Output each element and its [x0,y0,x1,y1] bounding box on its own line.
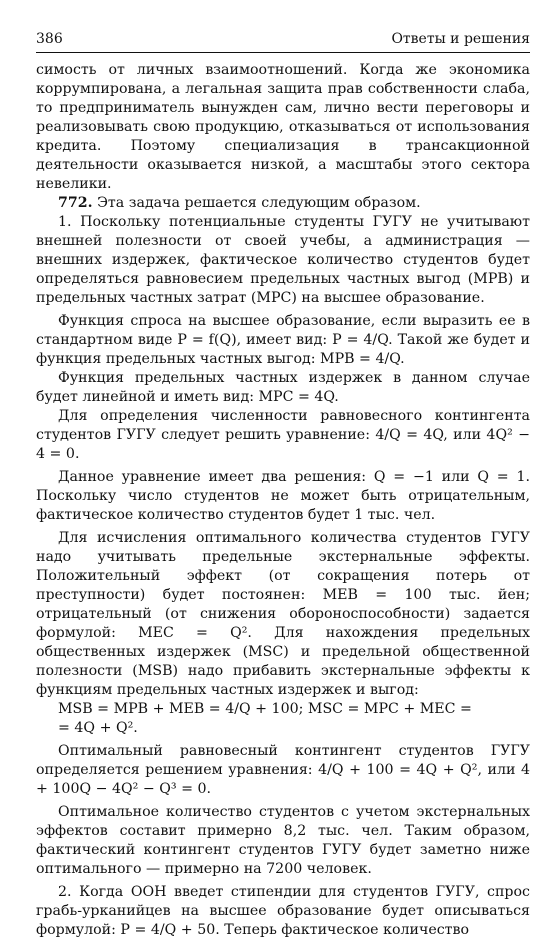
task-paragraph [36,194,530,213]
page-body [36,61,530,940]
task-number: 772. [58,195,93,211]
paragraph: 2. Когда ООН введет стипендии для студентов ГУГУ, спрос грабь-урканийцев на высшее образование будет описываться формулой: P = 4/Q + 50. Теперь фактическое количество [36,884,530,938]
paragraph: симость от личных взаимоотношений. Когда же экономика коррумпирована, а легальная защита прав собственности слаба, то предприниматель вынужден сам, лично вести переговоры и реализовывать свою продукцию, отказываться от использования кредита. Поэтому специализация в трансакционной деятельности оказывается низкой, а масштабы этого сектора невелики. [36,62,530,192]
paragraph: Функция предельных частных издержек в данном случае будет линейной и иметь вид: MPC = 4Q. [36,370,530,405]
paragraph: Данное уравнение имеет два решения: Q = −1 или Q = 1. Поскольку число студентов не может быть отрицательным, фактическое количество студентов будет 1 тыс. чел. [36,469,530,523]
formula-line: = 4Q + Q². [58,720,138,736]
paragraph: Оптимальное количество студентов с учетом экстернальных эффектов составит примерно 8,2 тыс. чел. Таким образом, фактический контингент студентов ГУГУ будет заметно ниже оптимального — примерно на 7200 человек. [36,804,530,877]
book-page [36,30,530,940]
paragraph: Для определения численности равновесного контингента студентов ГУГУ следует решить уравнение: 4/Q = 4Q, или 4Q² − 4 = 0. [36,408,530,462]
paragraph-text: Эта задача решается следующим образом. [97,195,421,211]
page-header [36,30,530,53]
paragraph: Оптимальный равновесный контингент студентов ГУГУ определяется решением уравнения: 4/Q + 100 = 4Q + Q², или 4 + 100Q − 4Q² − Q³ = 0. [36,743,530,797]
page-number: 386 [36,31,63,47]
paragraph: Для исчисления оптимального количества студентов ГУГУ надо учитывать предельные экстернальные эффекты. Положительный эффект (от сокращения потерь от преступности) будет постоянен: MEB = 100 тыс. йен; отрицательный (от снижения обороноспособности) задается формулой: MEC = Q². Для нахождения предельных общественных издержек (MSC) и предельной общественной полезности (MSB) надо прибавить экстернальные эффекты к функциям предельных частных издержек и выгод: [36,530,530,698]
paragraph: 1. Поскольку потенциальные студенты ГУГУ не учитывают внешней полезности от своей учебы, а администрация — внешних издержек, фактическое количество студентов будет определяться равновесием предельных частных выгод (MPB) и предельных частных затрат (MPC) на высшее образование. [36,214,530,306]
paragraph: Функция спроса на высшее образование, если выразить ее в стандартном виде P = f(Q), имеет вид: P = 4/Q. Такой же будет и функция предельных частных выгод: MPB = 4/Q. [36,313,530,367]
running-title: Ответы и решения [391,31,530,47]
formula-line: MSB = MPB + MEB = 4/Q + 100; MSC = MPC + MEC = [58,701,472,717]
